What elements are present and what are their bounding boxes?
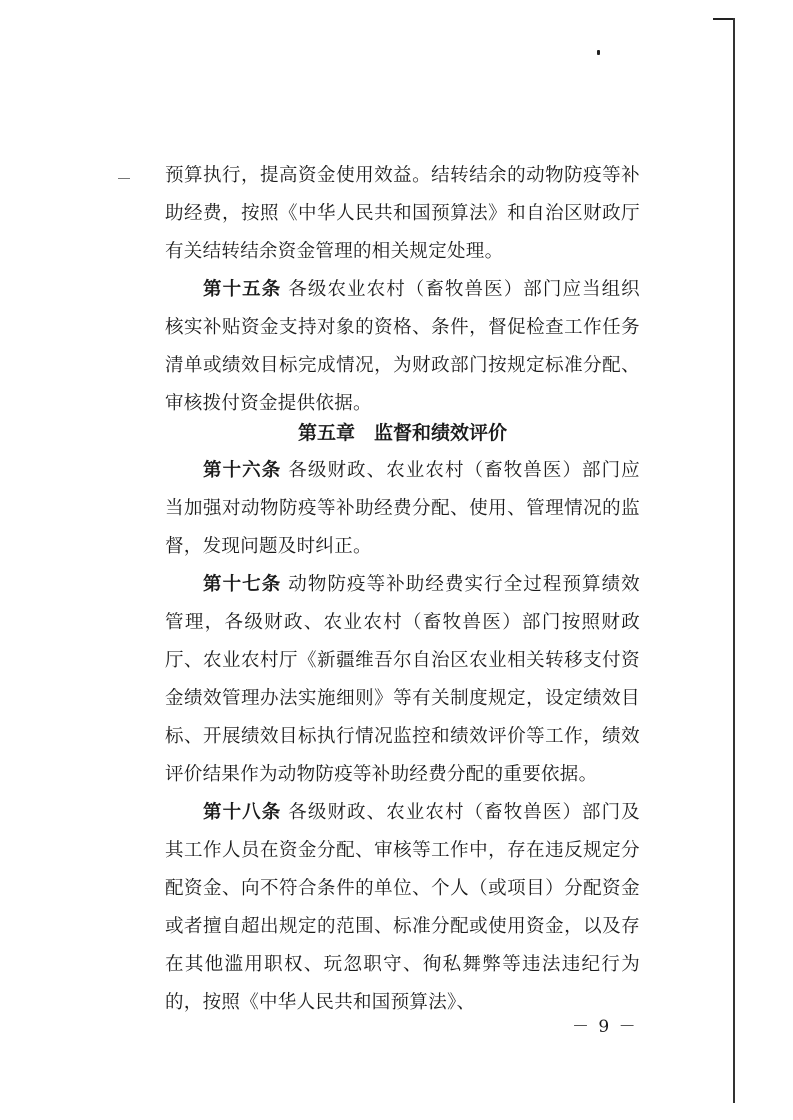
article-16-label: 第十六条 [203,460,282,481]
page-number: － 9 － [572,1017,638,1037]
scan-corner-mark [713,18,735,20]
article-18-text: 各级财政、农业农村（畜牧兽医）部门及其工作人员在资金分配、审核等工作中，存在违反规定分配资金、向不符合条件的单位、个人（或项目）分配资金或者擅自超出规定的范围、标准分配或使用资金，以及存在其他滥用职权、玩忽职守、徇私舞弊等违法违纪行为的，按照《中华人民共和国预算法》、 [165,802,640,1013]
article-18-label: 第十八条 [203,802,282,823]
scan-edge-line [733,18,735,1103]
article-17-text: 动物防疫等补助经费实行全过程预算绩效管理，各级财政、农业农村（畜牧兽医）部门按照财政厅、农业农村厅《新疆维吾尔自治区农业相关转移支付资金绩效管理办法实施细则》等有关制度规定，设定绩效目标、开展绩效目标执行情况监控和绩效评价等工作，绩效评价结果作为动物防疫等补助经费分配的重要依据。 [165,574,640,785]
paragraph-article-16 [165,452,640,566]
text-block-top [165,157,640,423]
chapter-title: 第五章 监督和绩效评价 [297,422,507,444]
paragraph-article-18 [165,794,640,1022]
paragraph-article-17 [165,566,640,794]
scan-dot-mark [597,50,600,55]
article-16-text: 各级财政、农业农村（畜牧兽医）部门应当加强对动物防疫等补助经费分配、使用、管理情况的监督，发现问题及时纠正。 [165,460,640,557]
paragraph-article-15 [165,271,640,423]
text-block-bottom [165,452,640,1022]
article-15-text: 各级农业农村（畜牧兽医）部门应当组织核实补贴资金支持对象的资格、条件，督促检查工作任务清单或绩效目标完成情况，为财政部门按规定标准分配、审核拨付资金提供依据。 [165,279,640,414]
paragraph-continuation: 预算执行，提高资金使用效益。结转结余的动物防疫等补助经费，按照《中华人民共和国预算法》和自治区财政厅有关结转结余资金管理的相关规定处理。 [165,165,640,262]
article-15-label: 第十五条 [203,279,282,300]
scan-dash-mark [118,178,130,179]
article-17-label: 第十七条 [203,574,282,595]
